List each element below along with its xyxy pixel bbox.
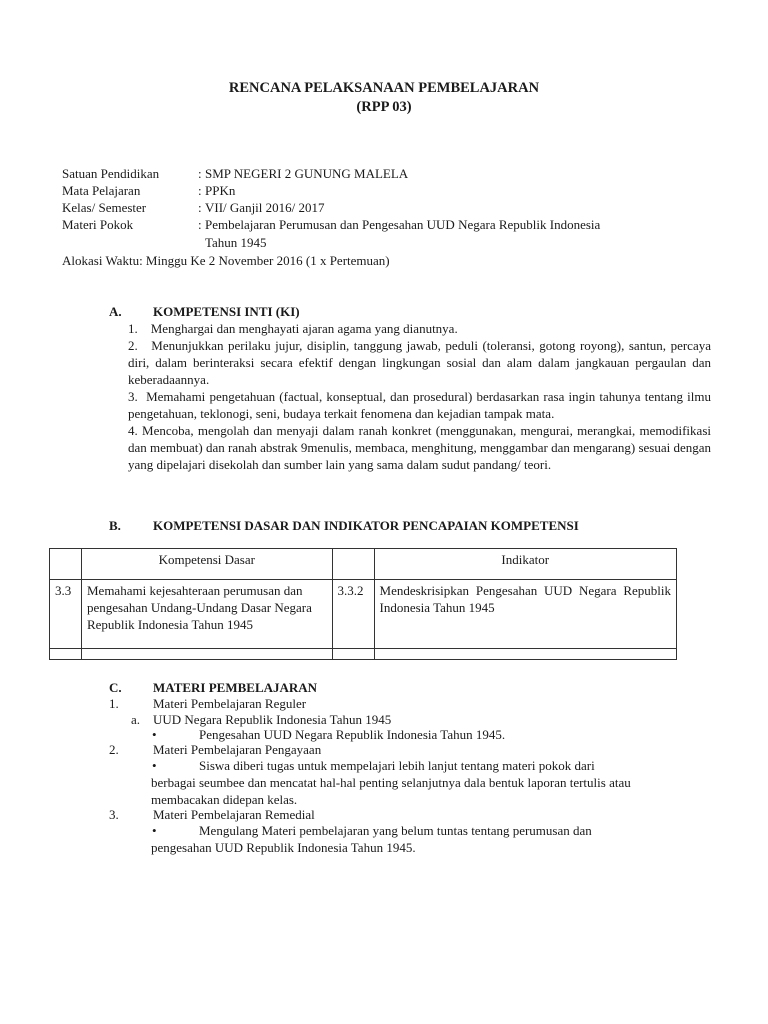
section-c-letter: C. [109,680,122,695]
section-c-title: MATERI PEMBELAJARAN [153,680,318,695]
ki-item: 1. Menghargai dan menghayati ajaran agama yang dianutnya. [128,321,458,336]
bullet-icon: • [152,823,157,838]
kd-text: Memahami kejesahteraan perumusan dan pengesahan Undang-Undang Dasar Negara Republik Indonesia Tahun 1945 [81,580,332,649]
bullet-icon: • [152,758,157,773]
materi-remedial-label: Materi Pembelajaran Remedial [153,807,315,822]
identity-colon: : [198,183,202,198]
identity-label-satuan: Satuan Pendidikan [62,166,160,181]
materi-reguler-label: Materi Pembelajaran Reguler [153,696,307,711]
table-cell [50,649,82,660]
table-cell [81,649,332,660]
section-b-letter: B. [109,518,121,533]
ki-item: 4. Mencoba, mengolah dan menyaji dalam ranah konkret (menggunakan, mengurai, merangkai, memodifikasi dan membuat) dan ranah abstrak 9menulis, membaca, menghitung, menggambar dan mengarang) sesuai dengan yang dipelajari disekolah dan sumber lain yang sama dalam sudut pandang/ teori. [128,423,712,472]
identity-alokasi-waktu: Alokasi Waktu: Minggu Ke 2 November 2016 (1 x Pertemuan) [62,253,390,268]
pengayaan-text-line: membacakan didepan kelas. [151,792,298,807]
identity-value-materi: Pembelajaran Perumusan dan Pengesahan UUD Negara Republik Indonesia [205,217,601,232]
identity-value-satuan: SMP NEGERI 2 GUNUNG MALELA [205,166,409,181]
list-number: 2. [109,742,119,757]
identity-value-mapel: PPKn [205,183,236,198]
section-a-letter: A. [109,304,122,319]
materi-pengayaan-label: Materi Pembelajaran Pengayaan [153,742,322,757]
identity-value-materi-cont: Tahun 1945 [205,235,267,250]
table-row-empty [50,649,677,660]
kd-number: 3.3 [50,580,82,649]
table-header-row [50,549,677,580]
list-number: 3. [109,807,119,822]
ki-item: 3. Memahami pengetahuan (factual, konseptual, dan prosedural) berdasarkan rasa ingin tahunya tentang ilmu pengetahuan, teklonogi, seni, budaya terkait fenomena dan kejadian tampak mata. [128,389,711,421]
identity-colon: : [198,200,202,215]
materi-reguler-a: UUD Negara Republik Indonesia Tahun 1945 [153,712,392,727]
table-row [50,580,677,649]
indikator-text: Mendeskrisipkan Pengesahan UUD Negara Republik Indonesia Tahun 1945 [374,580,676,649]
remedial-text-line: Mengulang Materi pembelajaran yang belum tuntas tentang perumusan dan [199,823,592,838]
table-cell [332,549,374,580]
identity-value-kelas: VII/ Ganjil 2016/ 2017 [205,200,325,215]
list-letter: a. [131,712,141,727]
bullet-icon: • [152,727,157,742]
document-title: RENCANA PELAKSANAAN PEMBELAJARAN [228,80,540,96]
indikator-number: 3.3.2 [332,580,374,649]
pengayaan-text-line: Siswa diberi tugas untuk mempelajari lebih lanjut tentang materi pokok dari [199,758,595,773]
table-header-kd: Kompetensi Dasar [81,549,332,580]
table-cell [374,649,676,660]
identity-label-kelas: Kelas/ Semester [62,200,147,215]
document-subtitle: (RPP 03) [356,99,412,115]
kd-indikator-table [49,548,677,660]
materi-reguler-a-bullet: Pengesahan UUD Negara Republik Indonesia Tahun 1945. [199,727,506,742]
ki-item: 2. Menunjukkan perilaku jujur, disiplin, tanggung jawab, peduli (toleransi, gotong royong), santun, percaya diri, dalam berinteraksi secara efektif dengan lingkungan sosial dan alam dalam jangkauan pergaulan dan keberadaannya. [128,338,711,387]
identity-colon: : [198,166,202,181]
table-cell [50,549,82,580]
ki-list [128,320,711,473]
identity-label-materi: Materi Pokok [62,217,134,232]
section-a-title: KOMPETENSI INTI (KI) [153,304,300,319]
identity-label-mapel: Mata Pelajaran [62,183,141,198]
identity-colon: : [198,217,202,232]
table-header-indikator: Indikator [374,549,676,580]
remedial-text-line: pengesahan UUD Republik Indonesia Tahun 1945. [151,840,416,855]
list-number: 1. [109,696,119,711]
pengayaan-text-line: berbagai seumbee dan mencatat hal-hal penting selanjutnya dala bentuk laporan tertulis atau [151,775,631,790]
section-b-title: KOMPETENSI DASAR DAN INDIKATOR PENCAPAIAN KOMPETENSI [153,518,579,533]
table-cell [332,649,374,660]
